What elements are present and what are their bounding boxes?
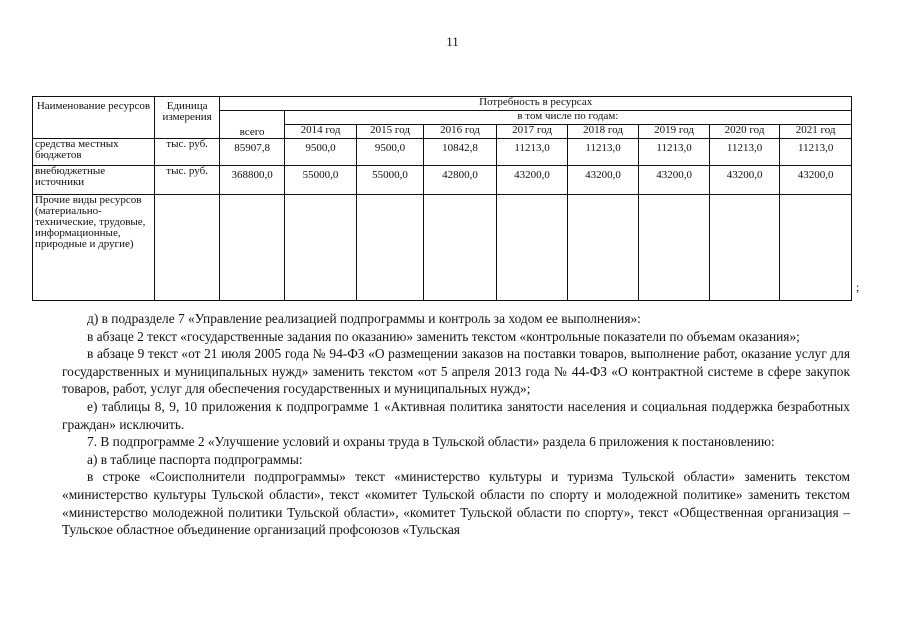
table-row (33, 195, 852, 301)
paragraph: е) таблицы 8, 9, 10 приложения к подпрограмме 1 «Активная политика занятости населения и социальная поддержка безработных граждан» исключить. (62, 398, 850, 432)
row-value: 43200,0 (780, 166, 852, 195)
header-year: 2019 год (639, 125, 710, 139)
row-resource-name: Прочие виды ресурсов (материально-технические, трудовые, информационные, природные и другие) (33, 195, 155, 301)
table-row (33, 139, 852, 166)
paragraph: а) в таблице паспорта подпрограммы: (87, 451, 303, 467)
row-value: 55000,0 (284, 166, 357, 195)
row-value: 43200,0 (709, 166, 780, 195)
row-value: 43200,0 (497, 166, 568, 195)
row-value: 11213,0 (567, 139, 639, 166)
row-value (639, 195, 710, 301)
row-value: 11213,0 (497, 139, 568, 166)
row-value: 43200,0 (639, 166, 710, 195)
row-total: 85907,8 (220, 139, 284, 166)
header-year: 2015 год (357, 125, 423, 139)
row-total (220, 195, 284, 301)
page-number: 11 (446, 34, 459, 49)
paragraph: в абзаце 9 текст «от 21 июля 2005 года № 94-ФЗ «О размещении заказов на поставки товаров, выполнение работ, оказание услуг для государственных и муниципальных нужд» заменить текстом «от 5 апреля 2013 года № 44-ФЗ «О контрактной системе в сфере закупок товаров, работ, услуг для обеспечения государственных и муниципальных нужд»; (62, 346, 850, 397)
row-value: 11213,0 (639, 139, 710, 166)
row-resource-name: средства местных бюджетов (33, 139, 155, 166)
row-value (423, 195, 497, 301)
header-resource-need: Потребность в ресурсах (220, 97, 852, 111)
paragraph: в абзаце 2 текст «государственные задания по оказанию» заменить текстом «контрольные показатели по объемам оказания»; (87, 328, 800, 344)
header-year: 2021 год (780, 125, 852, 139)
header-year: 2018 год (567, 125, 639, 139)
row-value (780, 195, 852, 301)
row-value (357, 195, 423, 301)
row-value (497, 195, 568, 301)
table-header-row (33, 97, 852, 111)
header-year: 2016 год (423, 125, 497, 139)
paragraph: в строке «Соисполнители подпрограммы» текст «министерство культуры и туризма Тульской области» заменить текстом «министерство культуры Тульской области», текст «комитет Тульской области по спорту и молодежной политике» заменить текстом «министерство молодежной политики Тульской области», «комитет Тульской области по спорту», текст «Общественная организация – Тульское областное объединение организаций профсоюзов «Тульская (62, 469, 850, 538)
row-value: 9500,0 (284, 139, 357, 166)
row-resource-name: внебюджетные источники (33, 166, 155, 195)
header-resource-name: Наименование ресурсов (33, 97, 155, 139)
table-trailing-semicolon: ; (856, 280, 860, 294)
row-value: 11213,0 (780, 139, 852, 166)
paragraph: д) в подразделе 7 «Управление реализацией подпрограммы и контроль за ходом ее выполнения»: (87, 311, 641, 326)
header-by-years: в том числе по годам: (284, 111, 851, 125)
row-value (284, 195, 357, 301)
header-year: 2020 год (709, 125, 780, 139)
header-year: 2014 год (284, 125, 357, 139)
table-row (33, 166, 852, 195)
row-value: 9500,0 (357, 139, 423, 166)
row-value (567, 195, 639, 301)
header-unit: Единица измерения (154, 97, 219, 139)
row-unit (154, 195, 219, 301)
header-year: 2017 год (497, 125, 568, 139)
row-unit: тыс. руб. (154, 139, 219, 166)
row-value: 11213,0 (709, 139, 780, 166)
paragraph: 7. В подпрограмме 2 «Улучшение условий и охраны труда в Тульской области» раздела 6 приложения к постановлению: (87, 434, 775, 450)
row-value: 43200,0 (567, 166, 639, 195)
resources-table (32, 96, 852, 301)
header-total: всего (220, 111, 284, 139)
row-unit: тыс. руб. (154, 166, 219, 195)
row-value (709, 195, 780, 301)
row-total: 368800,0 (220, 166, 284, 195)
row-value: 42800,0 (423, 166, 497, 195)
document-body (62, 310, 850, 539)
row-value: 10842,8 (423, 139, 497, 166)
row-value: 55000,0 (357, 166, 423, 195)
